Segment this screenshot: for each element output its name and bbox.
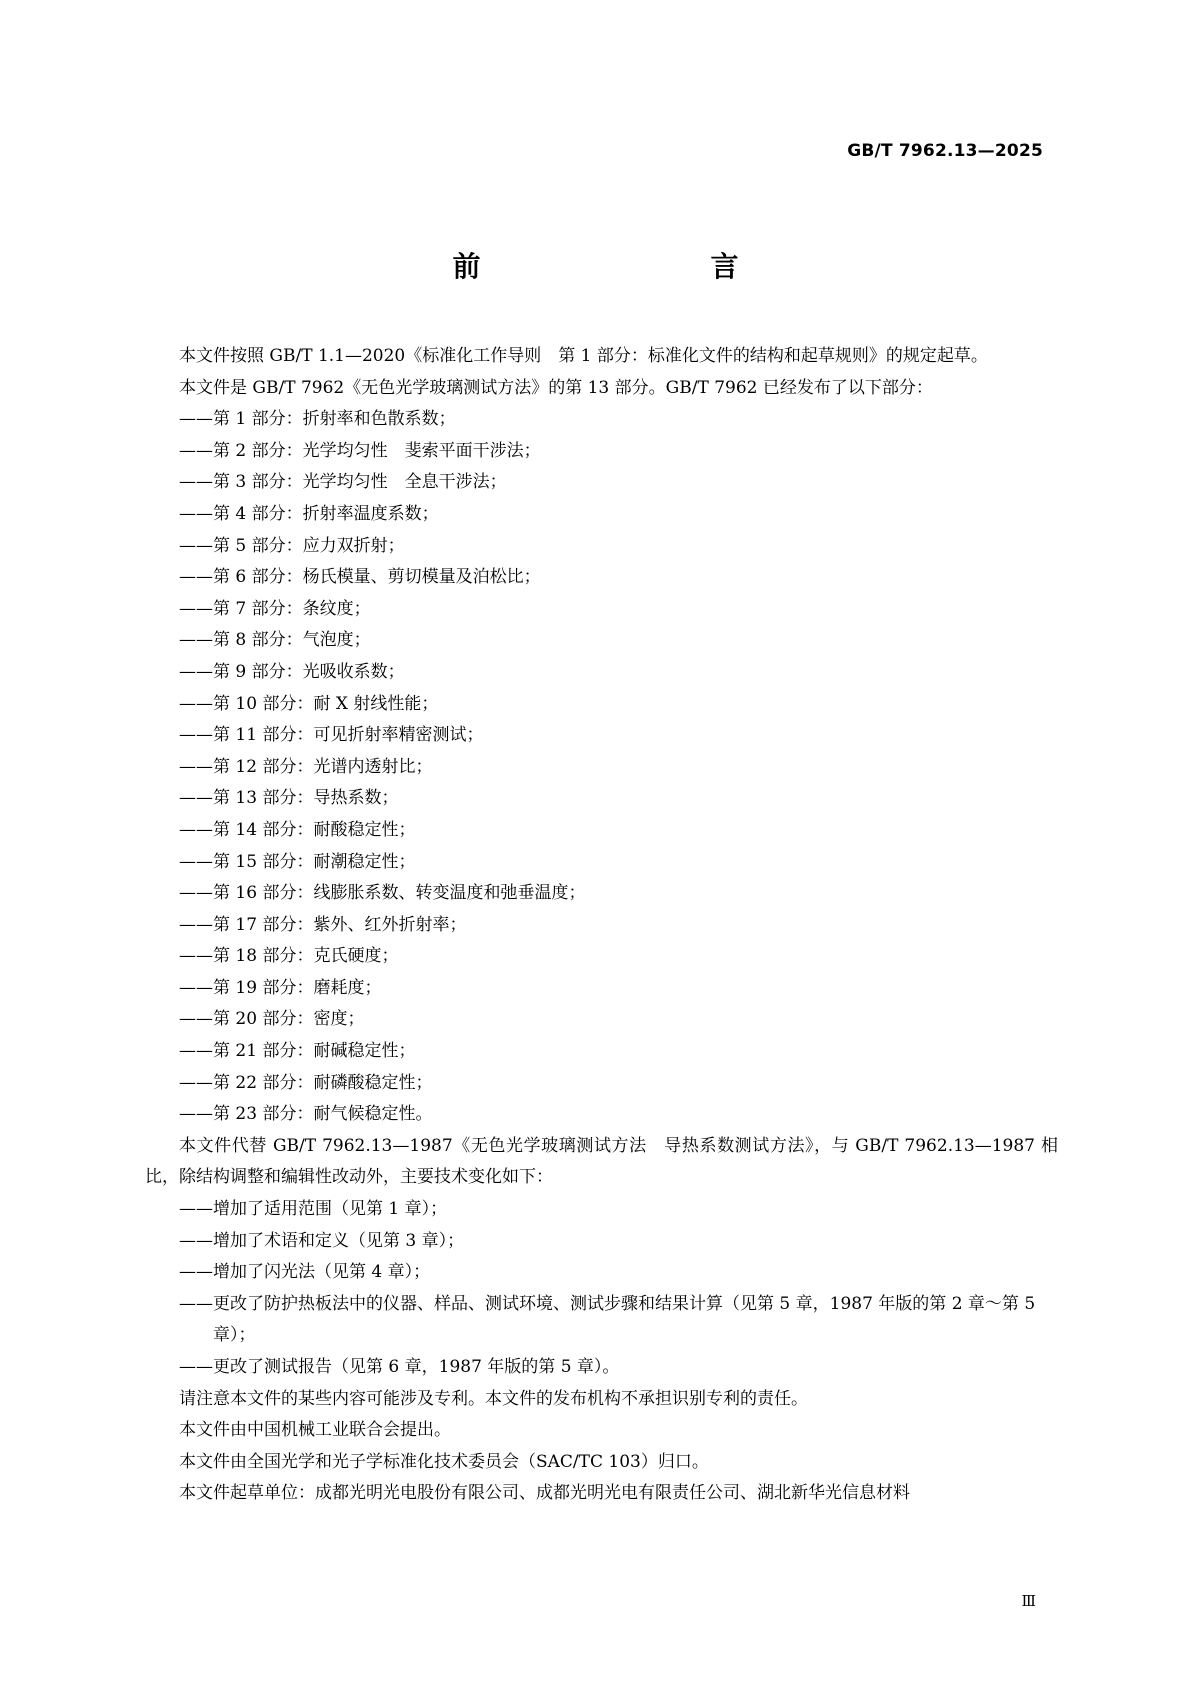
list-item: ——第 7 部分：条纹度； xyxy=(179,598,371,619)
list-item: ——第 21 部分：耐碱稳定性； xyxy=(179,1041,416,1062)
list-item: ——第 17 部分：紫外、红外折射率； xyxy=(179,914,467,935)
list-item: ——第 14 部分：耐酸稳定性； xyxy=(179,819,416,840)
list-item: ——第 10 部分：耐 X 射线性能； xyxy=(179,693,439,714)
paragraph-centralized-by: 本文件由全国光学和光子学标准化技术委员会（SAC/TC 103）归口。 xyxy=(179,1451,709,1472)
list-item: ——增加了闪光法（见第 4 章）； xyxy=(179,1262,431,1283)
standard-number: GB/T 7962.13—2025 xyxy=(847,141,1043,161)
list-item: ——第 22 部分：耐磷酸稳定性； xyxy=(179,1072,433,1093)
list-item: ——第 12 部分：光谱内透射比； xyxy=(179,756,433,777)
paragraph-series-intro: 本文件是 GB/T 7962《无色光学玻璃测试方法》的第 13 部分。GB/T 7962 已经发布了以下部分： xyxy=(179,377,933,398)
page-number: Ⅲ xyxy=(1021,1592,1036,1610)
paragraph-replacement: 本文件代替 GB/T 7962.13—1987《无色光学玻璃测试方法 导热系数测试方法》，与 GB/T 7962.13—1987 相比，除结构调整和编辑性改动外，主要技术变化如下： xyxy=(145,1135,1058,1188)
list-item: ——第 6 部分：杨氏模量、剪切模量及泊松比； xyxy=(179,567,541,588)
list-item: ——第 18 部分：克氏硬度； xyxy=(179,946,399,967)
paragraph-patent-notice: 请注意本文件的某些内容可能涉及专利。本文件的发布机构不承担识别专利的责任。 xyxy=(179,1388,808,1409)
foreword-body xyxy=(145,341,1058,1510)
list-item: ——第 19 部分：磨耗度； xyxy=(179,977,382,998)
paragraph-drafting-rules: 本文件按照 GB/T 1.1—2020《标准化工作导则 第 1 部分：标准化文件的结构和起草规则》的规定起草。 xyxy=(179,346,988,366)
paragraph-proposer: 本文件由中国机械工业联合会提出。 xyxy=(179,1420,451,1441)
list-item: ——第 3 部分：光学均匀性 全息干涉法； xyxy=(179,472,507,493)
list-item: ——第 4 部分：折射率温度系数； xyxy=(179,503,439,524)
list-item: ——第 5 部分：应力双折射； xyxy=(179,535,405,556)
list-item: ——第 16 部分：线膨胀系数、转变温度和弛垂温度； xyxy=(179,883,586,904)
list-item: ——第 13 部分：导热系数； xyxy=(179,788,399,809)
list-item: ——第 2 部分：光学均匀性 斐索平面干涉法； xyxy=(179,440,541,461)
page-title: 前 言 xyxy=(452,250,797,283)
list-item: ——第 1 部分：折射率和色散系数； xyxy=(179,409,456,430)
list-item: ——第 8 部分：气泡度； xyxy=(179,630,371,651)
changes-list xyxy=(145,1194,1058,1384)
list-item: ——更改了测试报告（见第 6 章，1987 年版的第 5 章）。 xyxy=(179,1357,620,1377)
list-item: ——第 9 部分：光吸收系数； xyxy=(179,661,405,682)
paragraph-drafting-units: 本文件起草单位：成都光明光电股份有限公司、成都光明光电有限责任公司、湖北新华光信息材料 xyxy=(179,1483,910,1504)
list-item: ——第 23 部分：耐气候稳定性。 xyxy=(179,1104,433,1125)
list-item: ——增加了适用范围（见第 1 章）； xyxy=(179,1199,448,1220)
list-item: ——增加了术语和定义（见第 3 章）； xyxy=(179,1230,465,1251)
list-item: ——第 11 部分：可见折射率精密测试； xyxy=(179,725,484,746)
list-item: ——第 20 部分：密度； xyxy=(179,1009,365,1030)
list-item: ——第 15 部分：耐潮稳定性； xyxy=(179,851,416,872)
parts-list xyxy=(145,404,1058,1131)
list-item: ——更改了防护热板法中的仪器、样品、测试环境、测试步骤和结果计算（见第 5 章，1987 年版的第 2 章～第 5 章）； xyxy=(179,1293,1036,1346)
